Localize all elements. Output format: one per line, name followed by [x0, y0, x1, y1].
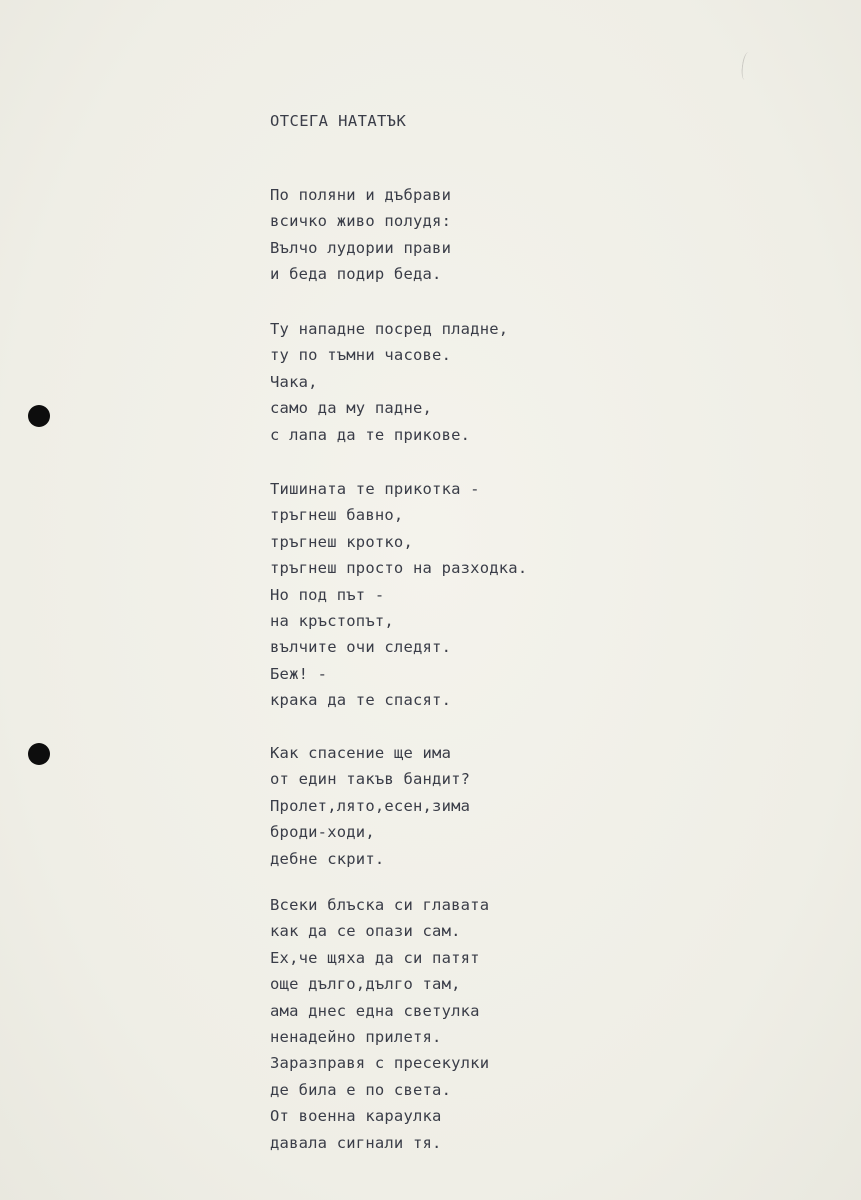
poem-line: ту по тъмни часове. — [270, 346, 452, 365]
poem-line: Но под път - — [270, 585, 385, 604]
poem-line: крака да те спасят. — [270, 691, 452, 710]
poem-line: ама днес една светулка — [270, 1001, 480, 1020]
poem-line: Ту нападне посред пладне, — [270, 320, 509, 338]
poem-line: Чака, — [270, 372, 318, 391]
stanza-5 — [270, 892, 489, 1156]
poem-line: с лапа да те прикове. — [270, 425, 471, 444]
punch-hole-top — [28, 405, 50, 427]
poem-line: още дълго,дълго там, — [270, 975, 461, 994]
poem-line: Всеки блъска си главата — [270, 896, 490, 914]
poem-line: давала сигнали тя. — [270, 1133, 442, 1152]
poem-line: на кръстопът, — [270, 611, 394, 630]
poem-line: Ех,че щяха да си патят — [270, 948, 480, 967]
poem-line: По поляни и дъбрави — [270, 186, 452, 204]
poem-line: дебне скрит. — [270, 849, 385, 868]
stanza-1 — [270, 182, 451, 288]
pencil-mark — [740, 52, 753, 81]
poem-line: и беда подир беда. — [270, 265, 442, 284]
stanza-3 — [270, 476, 527, 714]
poem-line: Пролет,лято,есен,зима — [270, 796, 471, 815]
poem-line: вълчите очи следят. — [270, 638, 452, 657]
poem-line: само да му падне, — [270, 399, 433, 418]
stanza-4 — [270, 740, 470, 872]
poem-line: как да се опази сам. — [270, 922, 461, 941]
poem-line: всичко живо полудя: — [270, 212, 452, 231]
poem-line: Вълчо лудории прави — [270, 238, 452, 257]
poem-line: От военна караулка — [270, 1107, 442, 1126]
poem-line: броди-ходи, — [270, 823, 375, 842]
poem-line: тръгнеш бавно, — [270, 506, 404, 525]
poem-line: ненадейно прилетя. — [270, 1027, 442, 1046]
poem-line: де била е по света. — [270, 1080, 452, 1099]
poem-line: Беж! - — [270, 664, 328, 683]
punch-hole-bottom — [28, 743, 50, 765]
poem-line: от един такъв бандит? — [270, 770, 471, 789]
poem-line: Заразправя с пресекулки — [270, 1054, 490, 1073]
poem-line: Тишината те прикотка - — [270, 480, 480, 498]
poem-line: тръгнеш кротко, — [270, 532, 413, 551]
poem-line: Как спасение ще има — [270, 744, 452, 762]
stanza-2 — [270, 316, 508, 448]
poem-line: тръгнеш просто на разходка. — [270, 559, 528, 578]
poem-title: ОТСЕГА НАТАТЪК — [270, 112, 407, 130]
